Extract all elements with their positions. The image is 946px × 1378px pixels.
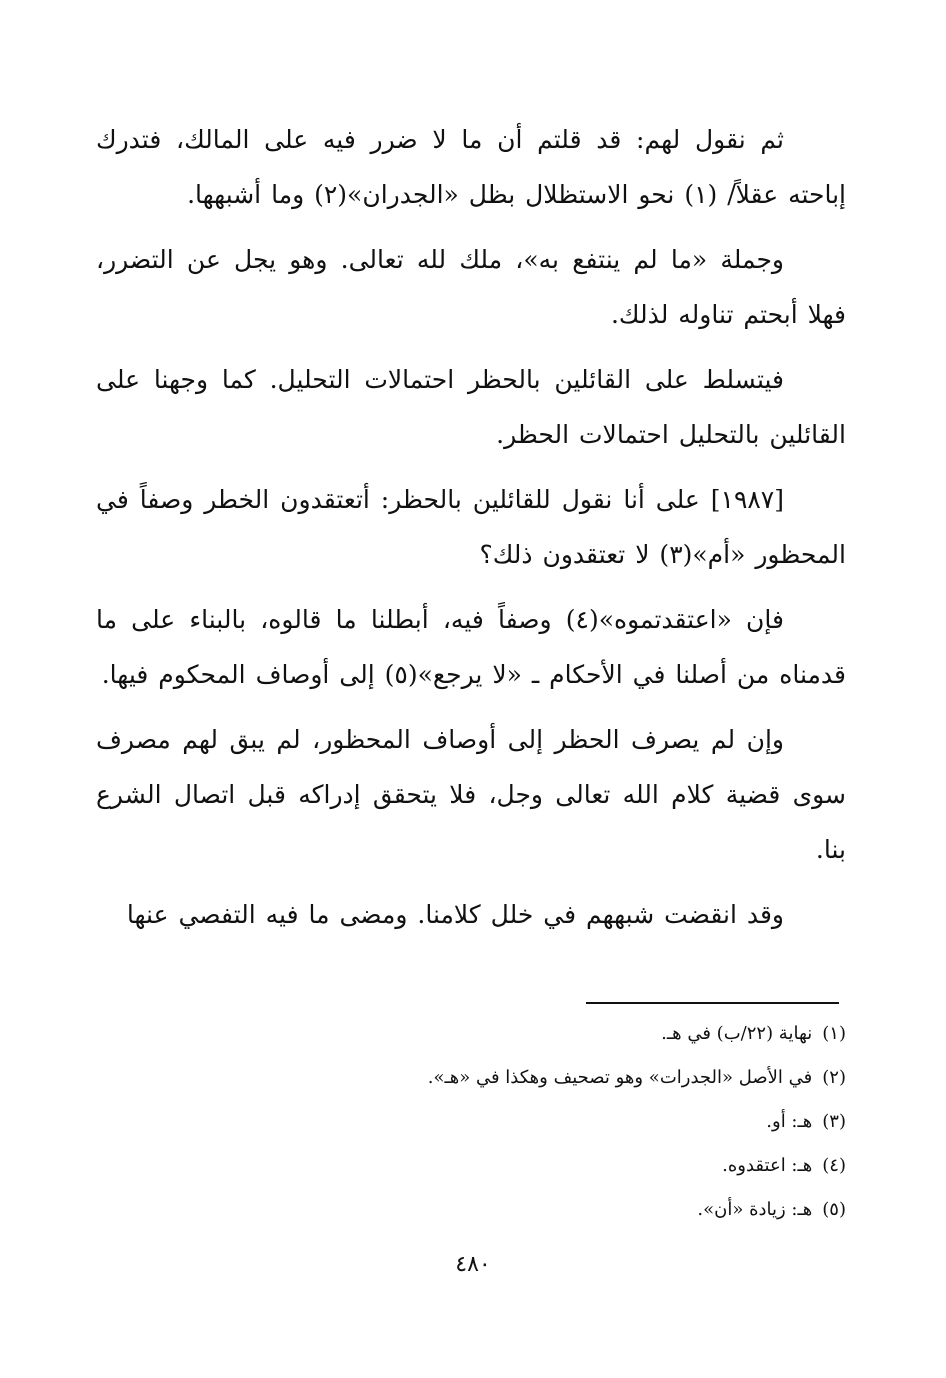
footnote <box>96 1188 846 1232</box>
paragraph: فيتسلط على القائلين بالحظر احتمالات التحليل. كما وجهنا على القائلين بالتحليل احتمالات الحظر. <box>96 365 846 449</box>
paragraph: وقد انقضت شبههم في خلل كلامنا. ومضى ما فيه التفصي عنها <box>126 900 784 929</box>
footnote-number: (٤) <box>822 1155 846 1176</box>
footnote <box>96 1012 846 1056</box>
footnote-text: في الأصل «الجدرات» وهو تصحيف وهكذا في «هـ». <box>427 1067 813 1088</box>
footnote-number: (٢) <box>822 1067 846 1088</box>
paragraph: وجملة «ما لم ينتفع به»، ملك لله تعالى. وهو يجل عن التضرر، فهلا أبحتم تناوله لذلك. <box>96 245 846 329</box>
paragraph: [١٩٨٧] على أنا نقول للقائلين بالحظر: أتعتقدون الخطر وصفاً في المحظور «أم»(٣) لا تعتقدون ذلك؟ <box>96 485 846 569</box>
footnotes <box>96 1012 846 1232</box>
footnote-number: (٣) <box>822 1111 846 1132</box>
paragraph: ثم نقول لهم: قد قلتم أن ما لا ضرر فيه على المالك، فتدرك إباحته عقلاً/ (١) نحو الاستظلال بظل «الجدران»(٢) وما أشبهها. <box>96 125 846 209</box>
footnote-text: هـ: أو. <box>766 1111 813 1132</box>
paragraph: فإن «اعتقدتموه»(٤) وصفاً فيه، أبطلنا ما قالوه، بالبناء على ما قدمناه من أصلنا في الأحكام ـ «لا يرجع»(٥) إلى أوصاف المحكوم فيها. <box>96 605 846 689</box>
footnote-text: هـ: زيادة «أن». <box>697 1199 813 1220</box>
footnote <box>96 1144 846 1188</box>
footnote <box>96 1100 846 1144</box>
footnote-text: نهاية (٢٢/ب) في هـ. <box>661 1023 813 1044</box>
paragraph: وإن لم يصرف الحظر إلى أوصاف المحظور، لم يبق لهم مصرف سوى قضية كلام الله تعالى وجل، فلا يتحقق إدراكه قبل اتصال الشرع بنا. <box>96 725 846 864</box>
footnote-number: (١) <box>822 1023 846 1044</box>
main-text <box>96 112 846 952</box>
page-number: ٤٨٠ <box>455 1252 491 1277</box>
footnote-text: هـ: اعتقدوه. <box>722 1155 813 1176</box>
footnote <box>96 1056 846 1100</box>
footnote-number: (٥) <box>822 1199 846 1220</box>
footnote-divider <box>586 1002 839 1004</box>
